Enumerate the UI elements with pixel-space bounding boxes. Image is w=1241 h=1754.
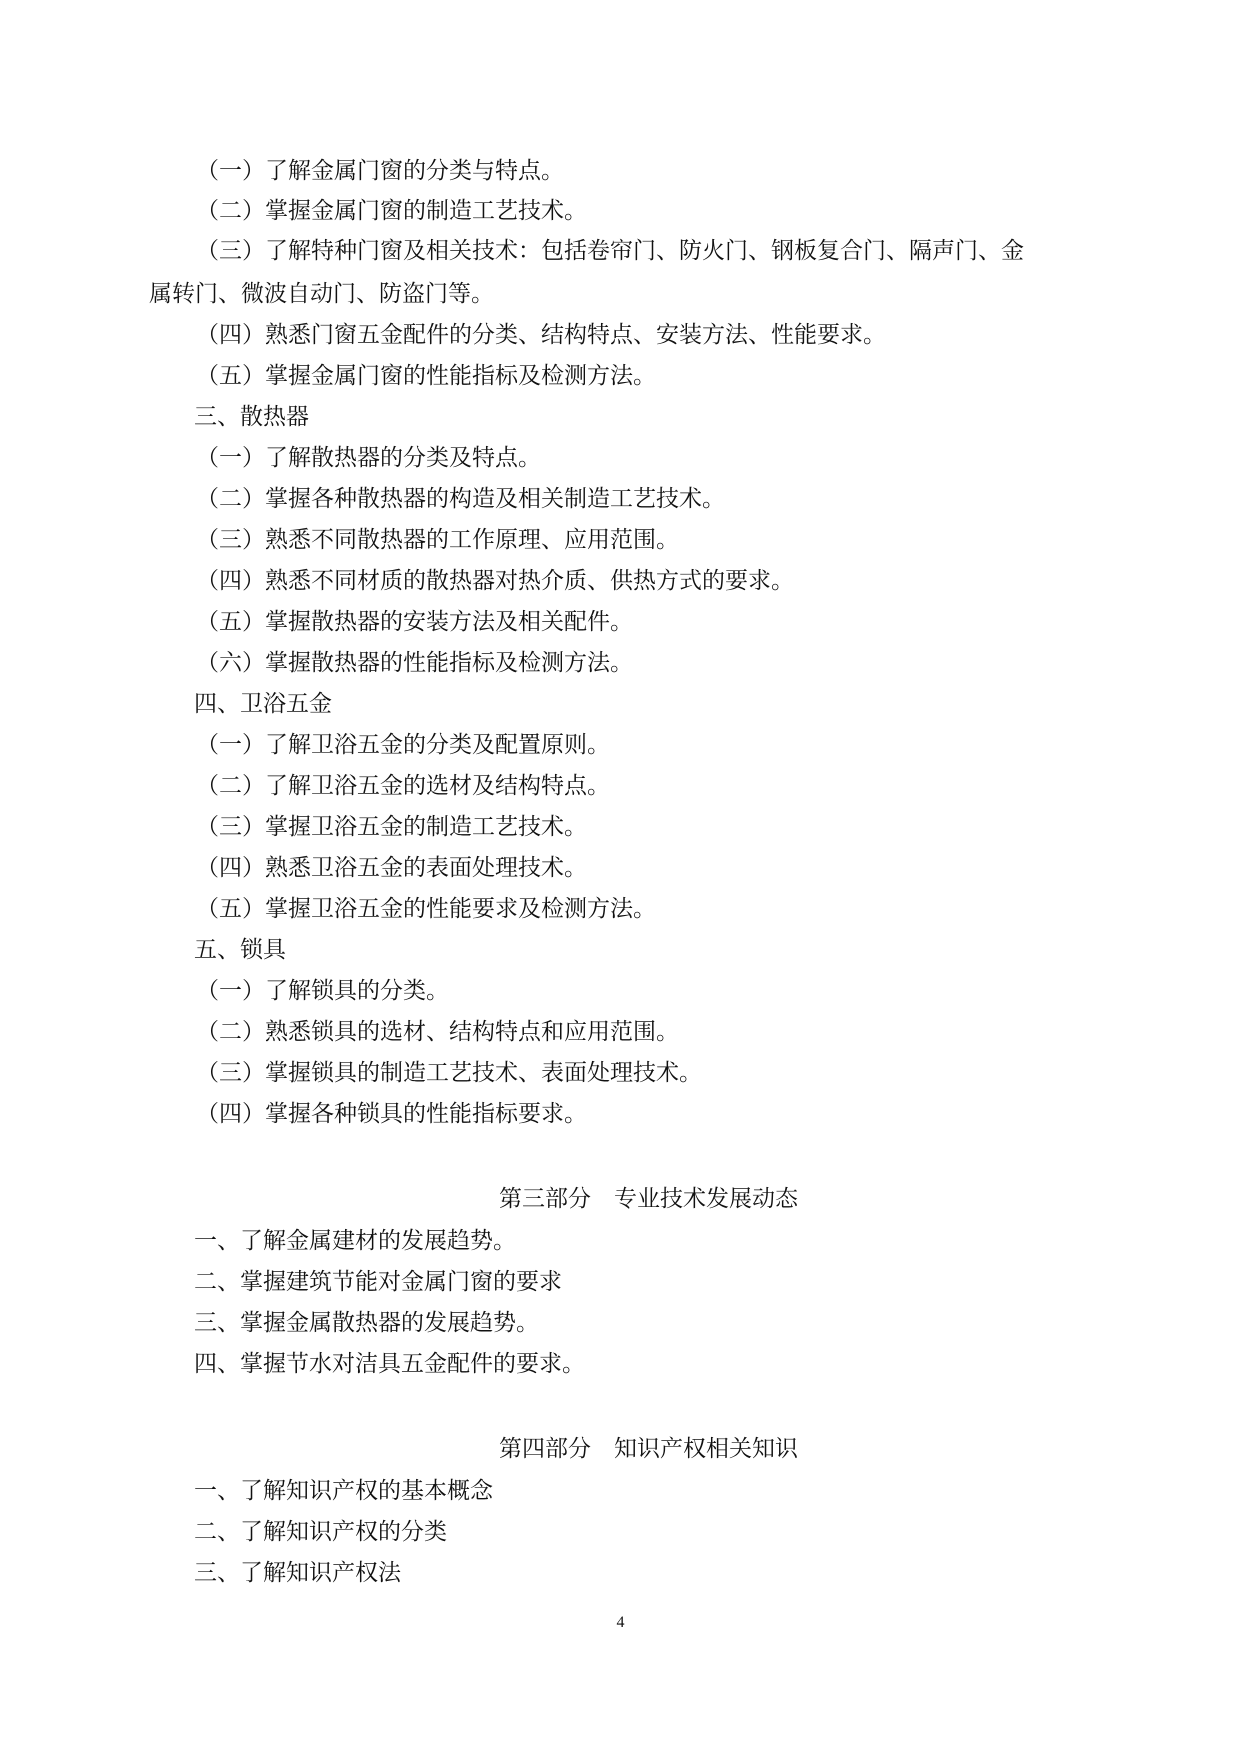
list-item: （一）了解卫浴五金的分类及配置原则。	[196, 732, 610, 758]
list-item: 二、了解知识产权的分类	[194, 1519, 447, 1545]
list-item: （四）熟悉卫浴五金的表面处理技术。	[196, 855, 587, 881]
list-item: 二、掌握建筑节能对金属门窗的要求	[194, 1269, 562, 1295]
list-item-continuation: 属转门、微波自动门、防盗门等。	[149, 281, 494, 307]
list-item: 三、掌握金属散热器的发展趋势。	[194, 1310, 539, 1336]
list-item: （一）了解金属门窗的分类与特点。	[196, 158, 564, 184]
page-number: 4	[616, 1614, 625, 1631]
list-item: （五）掌握金属门窗的性能指标及检测方法。	[196, 363, 656, 389]
list-item: （三）熟悉不同散热器的工作原理、应用范围。	[196, 527, 679, 553]
list-item: （四）熟悉不同材质的散热器对热介质、供热方式的要求。	[196, 568, 794, 594]
part4-heading: 第四部分 知识产权相关知识	[499, 1436, 798, 1462]
list-item: 一、了解知识产权的基本概念	[194, 1478, 493, 1504]
section-title-radiators: 三、散热器	[194, 404, 309, 430]
list-item: （三）掌握锁具的制造工艺技术、表面处理技术。	[196, 1060, 702, 1086]
list-item: 一、了解金属建材的发展趋势。	[194, 1228, 516, 1254]
section-title-bathroom: 四、卫浴五金	[194, 691, 332, 717]
part3-heading: 第三部分 专业技术发展动态	[499, 1186, 798, 1212]
list-item: （四）熟悉门窗五金配件的分类、结构特点、安装方法、性能要求。	[196, 322, 886, 348]
list-item: （三）了解特种门窗及相关技术：包括卷帘门、防火门、钢板复合门、隔声门、金	[196, 238, 1024, 264]
list-item: （一）了解锁具的分类。	[196, 978, 449, 1004]
list-item: （六）掌握散热器的性能指标及检测方法。	[196, 650, 633, 676]
list-item: （五）掌握卫浴五金的性能要求及检测方法。	[196, 896, 656, 922]
list-item: （四）掌握各种锁具的性能指标要求。	[196, 1101, 587, 1127]
list-item: （二）掌握金属门窗的制造工艺技术。	[196, 198, 587, 224]
list-item: （五）掌握散热器的安装方法及相关配件。	[196, 609, 633, 635]
list-item: （一）了解散热器的分类及特点。	[196, 445, 541, 471]
list-item: 三、了解知识产权法	[194, 1560, 401, 1586]
list-item: （三）掌握卫浴五金的制造工艺技术。	[196, 814, 587, 840]
list-item: （二）掌握各种散热器的构造及相关制造工艺技术。	[196, 486, 725, 512]
list-item: （二）了解卫浴五金的选材及结构特点。	[196, 773, 610, 799]
list-item: （二）熟悉锁具的选材、结构特点和应用范围。	[196, 1019, 679, 1045]
section-title-locks: 五、锁具	[194, 937, 286, 963]
list-item: 四、掌握节水对洁具五金配件的要求。	[194, 1351, 585, 1377]
